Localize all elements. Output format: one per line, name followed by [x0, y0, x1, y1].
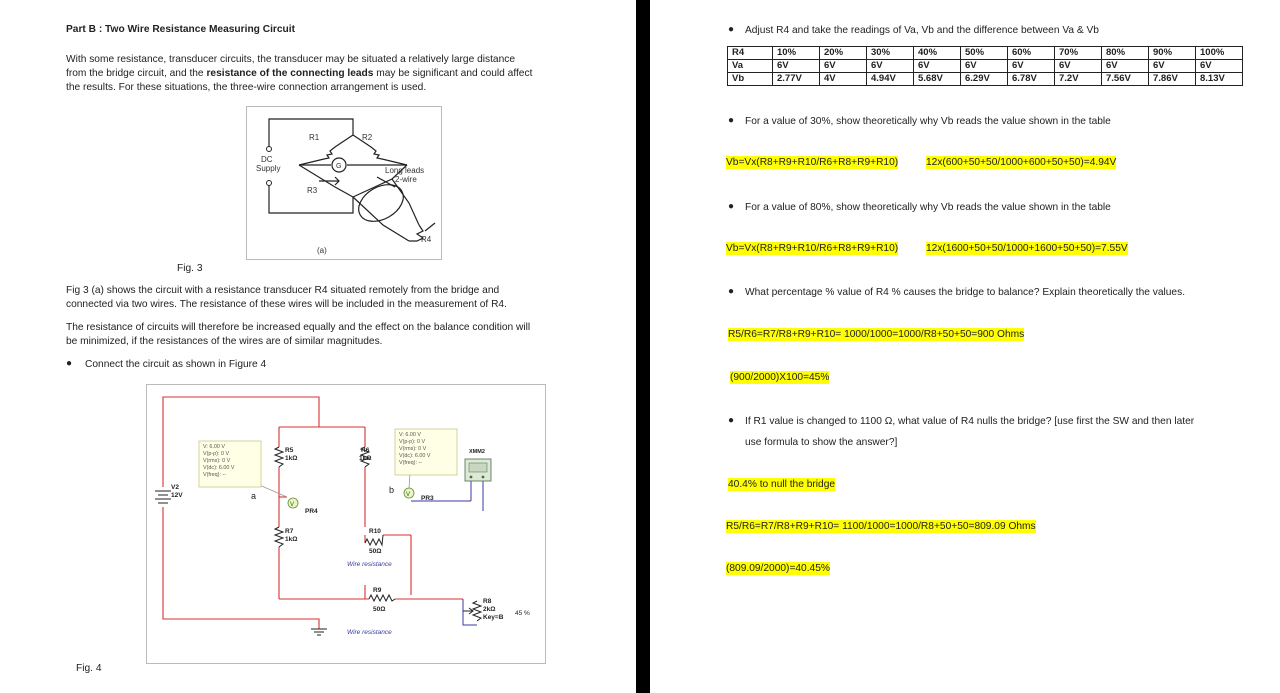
intro-line-1: With some resistance, transducer circuits, the transducer may be situated a relatively large distance [66, 54, 516, 65]
blue-wires [411, 481, 483, 625]
v2-value: 12V [171, 492, 183, 499]
meter-right-line: V(freq): -- [399, 460, 423, 466]
fig3-g-label: G [336, 163, 342, 170]
question-80-percent: For a value of 80%, show theoretically why Vb reads the value shown in the table [745, 202, 1111, 213]
paragraph-3-line-1: The resistance of circuits will therefore be increased equally and the effect on the balance condition will [66, 322, 531, 333]
r7-zigzag [275, 527, 283, 547]
question-balance: What percentage % value of R4 % causes the bridge to balance? Explain theoretically the values. [745, 287, 1186, 298]
table-cell: 20% [820, 47, 867, 60]
table-cell: 6V [1196, 60, 1243, 73]
bullet-dot: ● [728, 24, 735, 35]
bullet-dot: ● [728, 201, 735, 212]
fig3-caption: Fig. 3 [177, 263, 203, 274]
r10-label: R10 [369, 528, 381, 535]
answer-balance-percent: (900/2000)X100=45% [730, 372, 830, 383]
fig3-r2-label: R2 [362, 133, 373, 142]
table-cell: 8.13V [1196, 73, 1243, 86]
paragraph-2-line-2: connected via two wires. The resistance of these wires will be included in the measurement of R4. [66, 299, 507, 310]
table-cell: 6V [1149, 60, 1196, 73]
fig3-dc-label: DC [261, 155, 273, 164]
bullet-dot: ● [728, 115, 735, 126]
question-r1-1100-line-1: If R1 value is changed to 1100 Ω, what value of R4 nulls the bridge? [use first the SW and then later [745, 416, 1195, 427]
table-cell: 7.56V [1102, 73, 1149, 86]
intro-line-2: from the bridge circuit, and the resistance of the connecting leads may be significant and could affect [66, 68, 533, 79]
table-cell: 50% [961, 47, 1008, 60]
fig3-supply-label: Supply [256, 164, 281, 173]
answer-30-calc: 12x(600+50+50/1000+600+50+50)=4.94V [926, 157, 1117, 168]
table-cell: 6V [820, 60, 867, 73]
paragraph-2-line-1: Fig 3 (a) shows the circuit with a resistance transducer R4 situated remotely from the bridge and [66, 285, 500, 296]
answer-balance-ratio: R5/R6=R7/R8+R9+R10= 1000/1000=1000/R8+50+50=900 Ohms [728, 329, 1025, 340]
table-cell: 6V [773, 60, 820, 73]
probe-pr3-v: V [406, 492, 411, 498]
bullet-dot: ● [66, 358, 73, 369]
r8-percent: 45 % [515, 610, 530, 617]
r5-value: 1kΩ [285, 455, 298, 462]
bullet-dot: ● [728, 415, 735, 426]
table-cell: 100% [1196, 47, 1243, 60]
table-cell: 6V [867, 60, 914, 73]
table-cell: 7.86V [1149, 73, 1196, 86]
r6-value: 1kΩ [359, 455, 372, 462]
meter-left-line: V(dc): 6.00 V [203, 465, 235, 471]
v2-label: V2 [171, 484, 179, 491]
readings-table [727, 46, 1243, 86]
r9-label: R9 [373, 587, 382, 594]
fig3-leads-label: Long leads [385, 166, 425, 175]
answer-null-calc: (809.09/2000)=40.45% [726, 563, 830, 574]
paragraph-3-line-2: be minimized, if the resistances of the wires are of similar magnitudes. [66, 336, 383, 347]
connect-instruction: Connect the circuit as shown in Figure 4 [85, 359, 267, 370]
answer-30-formula: Vb=Vx(R8+R9+R10/R6+R8+R9+R10) [726, 157, 899, 168]
fig4-caption: Fig. 4 [76, 663, 102, 674]
table-cell: 4V [820, 73, 867, 86]
r9-zigzag [369, 595, 395, 601]
table-cell: 4.94V [867, 73, 914, 86]
question-r1-1100-line-2: use formula to show the answer?] [745, 437, 898, 448]
table-cell: 6V [1102, 60, 1149, 73]
r8-label: R8 [483, 598, 492, 605]
table-row-label: Va [728, 60, 773, 73]
meter-right-line: V(dc): 6.00 V [399, 453, 431, 459]
pr4-label: PR4 [305, 508, 318, 515]
r10-zigzag [365, 535, 383, 545]
r10-value: 50Ω [369, 548, 382, 555]
fig3-2wire-label: 2-wire [395, 175, 417, 184]
wire-resistance-label-1: Wire resistance [347, 561, 392, 568]
wire-resistance-label-2: Wire resistance [347, 629, 392, 636]
table-row-label: R4 [728, 47, 773, 60]
fig3-sublabel: (a) [317, 246, 327, 255]
part-b-heading: Part B : Two Wire Resistance Measuring Circuit [66, 24, 295, 35]
intro-line-3: the results. For these situations, the three-wire connection arrangement is used. [66, 82, 427, 93]
r8-key: Key=B [483, 614, 504, 621]
answer-80-calc: 12x(1600+50+50/1000+1600+50+50)=7.55V [926, 243, 1128, 254]
table-cell: 60% [1008, 47, 1055, 60]
meter-right-line: V(rms): 0 V [399, 446, 427, 452]
table-cell: 6V [961, 60, 1008, 73]
meter-right-line: V(p-p): 0 V [399, 439, 426, 445]
r6-label: R6 [361, 447, 370, 454]
table-row [728, 47, 1243, 60]
meter-left-line: V(rms): 0 V [203, 458, 231, 464]
table-cell: 40% [914, 47, 961, 60]
table-cell: 30% [867, 47, 914, 60]
table-cell: 70% [1055, 47, 1102, 60]
node-a-label: a [251, 491, 257, 501]
r8-value: 2kΩ [483, 606, 496, 613]
table-cell: 90% [1149, 47, 1196, 60]
meter-left-line: V(p-p): 0 V [203, 451, 230, 457]
r5-label: R5 [285, 447, 294, 454]
meter-left-line: V: 6.00 V [203, 444, 225, 450]
meter-left-line: V(freq): -- [203, 472, 227, 478]
fig3-r3-label: R3 [307, 186, 318, 195]
left-document-page [0, 0, 636, 693]
fig3-r4-label: R4 [421, 235, 432, 244]
r9-value: 50Ω [373, 606, 386, 613]
probe-pr4-v: V [290, 502, 295, 508]
xmm2-label: XMM2 [469, 449, 485, 455]
table-cell: 6V [1055, 60, 1102, 73]
table-cell: 6.78V [1008, 73, 1055, 86]
pr3-label: PR3 [421, 495, 434, 502]
table-cell: 80% [1102, 47, 1149, 60]
table-cell: 10% [773, 47, 820, 60]
table-cell: 5.68V [914, 73, 961, 86]
instruction-adjust-r4: Adjust R4 and take the readings of Va, Vb and the difference between Va & Vb [745, 25, 1099, 36]
table-cell: 6V [1008, 60, 1055, 73]
page-gutter [636, 0, 650, 693]
table-cell: 2.77V [773, 73, 820, 86]
table-cell: 6V [914, 60, 961, 73]
answer-null-ratio: R5/R6=R7/R8+R9+R10= 1100/1000=1000/R8+50+50=809.09 Ohms [726, 521, 1036, 532]
answer-null-percent: 40.4% to null the bridge [728, 479, 836, 490]
r8-zigzag [473, 601, 481, 621]
node-b-label: b [389, 485, 395, 495]
table-row-label: Vb [728, 73, 773, 86]
question-30-percent: For a value of 30%, show theoretically why Vb reads the value shown in the table [745, 116, 1111, 127]
table-row [728, 73, 1243, 86]
r7-value: 1kΩ [285, 536, 298, 543]
figure-4-circuit [146, 384, 546, 664]
fig3-r1-label: R1 [309, 133, 320, 142]
answer-80-formula: Vb=Vx(R8+R9+R10/R6+R8+R9+R10) [726, 243, 899, 254]
table-cell: 6.29V [961, 73, 1008, 86]
bullet-dot: ● [728, 286, 735, 297]
table-row [728, 60, 1243, 73]
r7-label: R7 [285, 528, 294, 535]
table-cell: 7.2V [1055, 73, 1102, 86]
r5-zigzag [275, 447, 283, 467]
figure-3-image [246, 106, 442, 260]
right-document-page [650, 0, 1280, 693]
meter-right-line: V: 6.00 V [399, 432, 421, 438]
